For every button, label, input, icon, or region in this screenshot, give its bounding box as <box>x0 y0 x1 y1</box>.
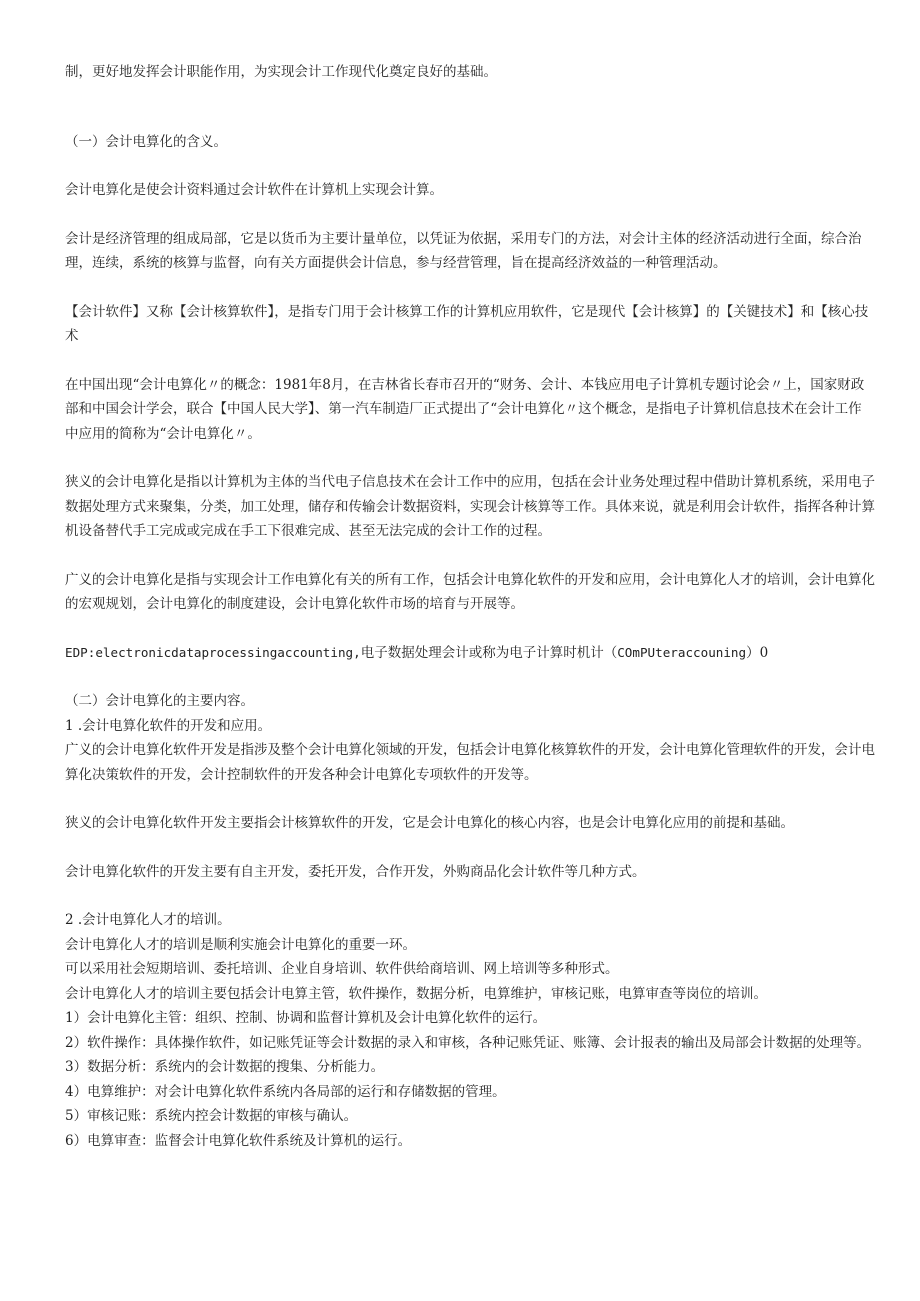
item2-line-1: 会计电算化人才的培训是顺利实施会计电算化的重要一环。 <box>65 936 416 953</box>
section1-heading: （一）会计电算化的含义。 <box>65 133 227 150</box>
item1-narrow-paragraph: 狭义的会计电算化软件开发主要指会计核算软件的开发，它是会计电算化的核心内容，也是会计电算化应用的前提和基础。 <box>65 815 794 831</box>
item2-line-3: 会计电算化人才的培训主要包括会计电算主管，软件操作，数据分析，电算维护，审核记账，电算审查等岗位的培训。 <box>65 985 767 1002</box>
edp-suffix: ）0 <box>746 644 769 661</box>
edp-paragraph <box>65 641 875 666</box>
edp-english: COmPUteraccouning <box>617 644 747 660</box>
item1-heading: 1 .会计电算化软件的开发和应用。 <box>65 717 272 734</box>
role-item-1: 1）会计电算化主管：组织、控制、协调和监督计算机及会计电算化软件的运行。 <box>65 1010 547 1026</box>
accounting-paragraph: 会计是经济管理的组成局部，它是以货币为主要计量单位，以凭证为依据，采用专门的方法，对会计主体的经济活动进行全面，综合治理，连续，系统的核算与监督，向有关方面提供会计信息，参与经营管理，旨在提高经济效益的一种管理活动。 <box>65 230 862 271</box>
intro-line: 制，更好地发挥会计职能作用，为实现会计工作现代化奠定良好的基础。 <box>65 64 497 80</box>
document-page <box>65 60 875 1153</box>
item1-broad-paragraph: 广义的会计电算化软件开发是指涉及整个会计电算化领域的开发，包括会计电算化核算软件的开发，会计电算化管理软件的开发，会计电算化决策软件的开发，会计控制软件的开发各种会计电算化专项软件的开发等。 <box>65 742 875 783</box>
role-item-2: 2）软件操作：具体操作软件，如记账凭证等会计数据的录入和审核，各种记账凭证、账簿、会计报表的输出及局部会计数据的处理等。 <box>65 1034 871 1051</box>
item2-heading: 2 .会计电算化人才的培训。 <box>65 912 231 928</box>
history-paragraph: 在中国出现“会计电算化〃的概念：1981年8月，在吉林省长春市召开的“财务、会计、本钱应用电子计算机专题讨论会〃上，国家财政部和中国会计学会，联合【中国人民大学】、第一汽车制造厂正式提出了“会计电算化〃这个概念，是指电子计算机信息技术在会计工作中应用的简称为“会计电算化〃。 <box>65 376 865 442</box>
edp-prefix: EDP:electronicdataprocessingaccounting, <box>65 644 361 660</box>
item2-line-2: 可以采用社会短期培训、委托培训、企业自身培训、软件供给商培训、网上培训等多种形式。 <box>65 961 619 977</box>
broad-paragraph: 广义的会计电算化是指与实现会计工作电算化有关的所有工作，包括会计电算化软件的开发和应用，会计电算化人才的培训，会计电算化的宏观规划，会计电算化的制度建设，会计电算化软件市场的培育与开展等。 <box>65 571 875 612</box>
item1-methods-paragraph: 会计电算化软件的开发主要有自主开发，委托开发，合作开发，外购商品化会计软件等几种方式。 <box>65 863 646 880</box>
role-item-3: 3）数据分析：系统内的会计数据的搜集、分析能力。 <box>65 1059 385 1075</box>
narrow-paragraph: 狭义的会计电算化是指以计算机为主体的当代电子信息技术在会计工作中的应用，包括在会计业务处理过程中借助计算机系统，采用电子数据处理方式来聚集，分类，加工处理，储存和传输会计数据资料，实现会计核算等工作。具体来说，就是利用会计软件，指挥各种计算机设备替代手工完成或完成在手工下很难完成、甚至无法完成的会计工作的过程。 <box>65 474 875 539</box>
definition-paragraph: 会计电算化是使会计资料通过会计软件在计算机上实现会计算。 <box>65 182 443 198</box>
role-item-6: 6）电算审查：监督会计电算化软件系统及计算机的运行。 <box>65 1132 412 1149</box>
role-item-4: 4）电算维护：对会计电算化软件系统内各局部的运行和存储数据的管理。 <box>65 1083 506 1100</box>
edp-middle: 电子数据处理会计或称为电子计算时机计（ <box>360 644 618 661</box>
role-item-5: 5）审核记账：系统内控会计数据的审核与确认。 <box>65 1108 358 1124</box>
software-paragraph: 【会计软件】又称【会计核算软件】，是指专门用于会计核算工作的计算机应用软件，它是现代【会计核算】的【关键技术】和【核心技术 <box>65 303 869 344</box>
section2-heading: （二）会计电算化的主要内容。 <box>65 693 254 709</box>
